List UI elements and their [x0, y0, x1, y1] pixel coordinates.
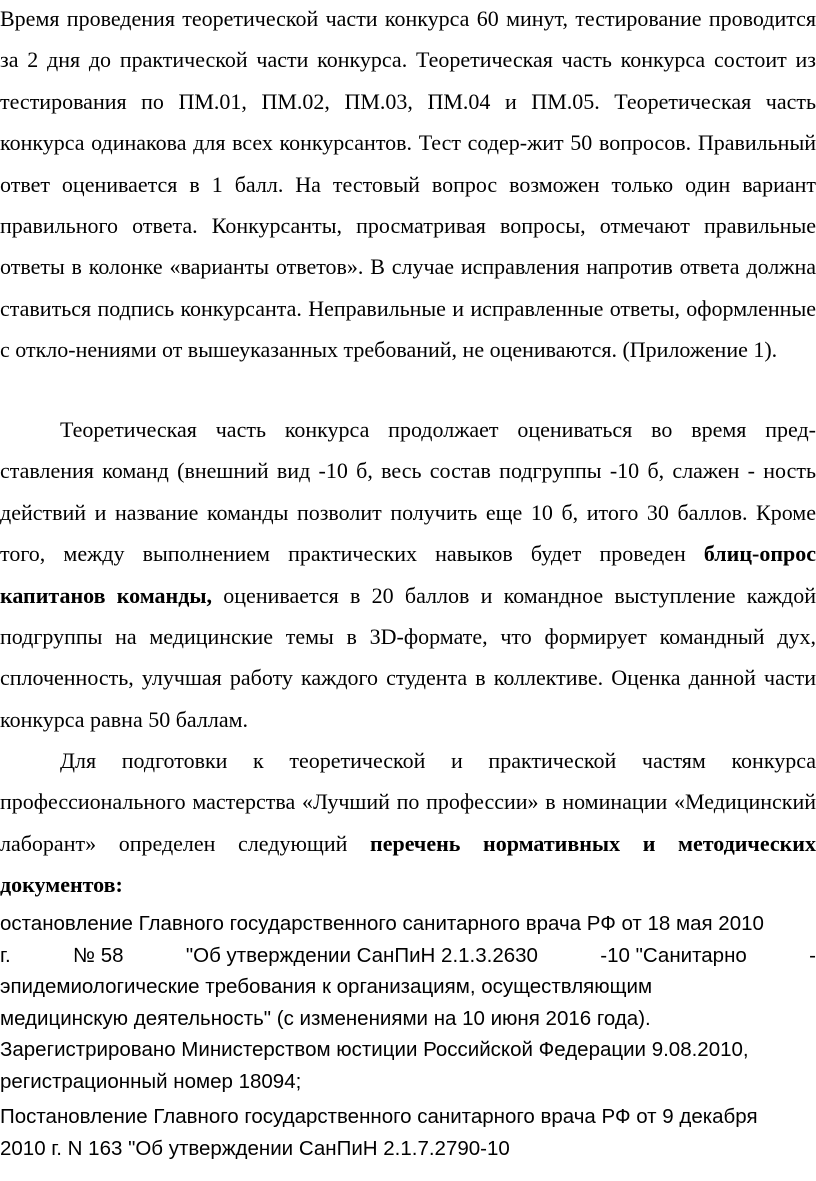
document-item-sanpin-2630	[0, 908, 816, 1097]
document-item-sanpin-2790	[0, 1101, 816, 1164]
doc-1-line-2	[0, 940, 816, 972]
paragraph-2-text-end: оценивается в 20 баллов и командное выступление каждой подгруппы на медицинские темы в 3D-формате, что формирует командный дух, сплоченность, улучшая работу каждого студента в коллективе. Оценка данной части конкурса равна 50 баллам.	[0, 582, 816, 732]
paragraph-2-bold-phrase: блиц-опрос капитанов команды,	[0, 541, 816, 608]
doc-1-line-3: эпидемиологические требования к организациям, осуществляющим	[0, 975, 653, 998]
paragraph-3-bold-phrase: перечень нормативных и методических документов:	[0, 830, 816, 898]
doc-1-line-1: остановление Главного государственного санитарного врача РФ от 18 мая 2010	[0, 912, 764, 935]
doc-1-year-suffix: г.	[0, 943, 11, 967]
doc-2-line-1: Постановление Главного государственного санитарного врача РФ от 9 декабря	[0, 1105, 758, 1128]
paragraph-3-text: Для подготовки к теоретической и практической частям конкурса профессионального мастерства «Лучший по профессии» в номинации «Медицинский лаборант» определен следующий	[0, 748, 816, 856]
doc-2-line-2: 2010 г. N 163 "Об утверждении СанПиН 2.1.7.2790-10	[0, 1136, 510, 1160]
doc-1-line-4: медицинскую деятельность" (с изменениями на 10 июня 2016 года).	[0, 1006, 651, 1030]
doc-1-title-part: "Об утверждении СанПиН 2.1.3.2630	[185, 943, 538, 967]
doc-1-line-6: регистрационный номер 18094;	[0, 1069, 302, 1093]
paragraph-2-text-start: Теоретическая часть конкурса продолжает оцениваться во время пред-ставления команд (внешний вид -10 б, весь состав подгруппы -10 б, слажен - ность действий и название команды позволит получить еще 10 б, итого 30 баллов. Кроме того, между выполнением практических навыков будет проведен	[0, 417, 816, 567]
doc-1-hyphen: -	[809, 943, 816, 967]
paragraph-theory-timing: Время проведения теоретической части конкурса 60 минут, тестирование проводится за 2 дня до практической части конкурса. Теоретическая часть конкурса состоит из тестирования по ПМ.01, ПМ.02, ПМ.03, ПМ.04 и ПМ.05. Теоретическая часть конкурса одинакова для всех конкурсантов. Тест содер-жит 50 вопросов. Правильный ответ оценивается в 1 балл. На тестовый вопрос возможен только один вариант правильного ответа. Конкурсанты, просматривая вопросы, отмечают правильные ответы в колонке «варианты ответов». В случае исправления напротив ответа должна ставиться подпись конкурсанта. Неправильные и исправленные ответы, оформленные с откло-нениями от вышеуказанных требований, не оцениваются. (Приложение 1).	[0, 6, 816, 363]
doc-1-number: № 58	[73, 943, 124, 967]
paragraph-documents-intro	[0, 740, 816, 906]
doc-1-title-part-2: -10 "Санитарно	[600, 943, 747, 967]
paragraph-team-presentation	[0, 409, 816, 740]
doc-1-line-5: Зарегистрировано Министерством юстиции Российской Федерации 9.08.2010,	[0, 1038, 749, 1061]
